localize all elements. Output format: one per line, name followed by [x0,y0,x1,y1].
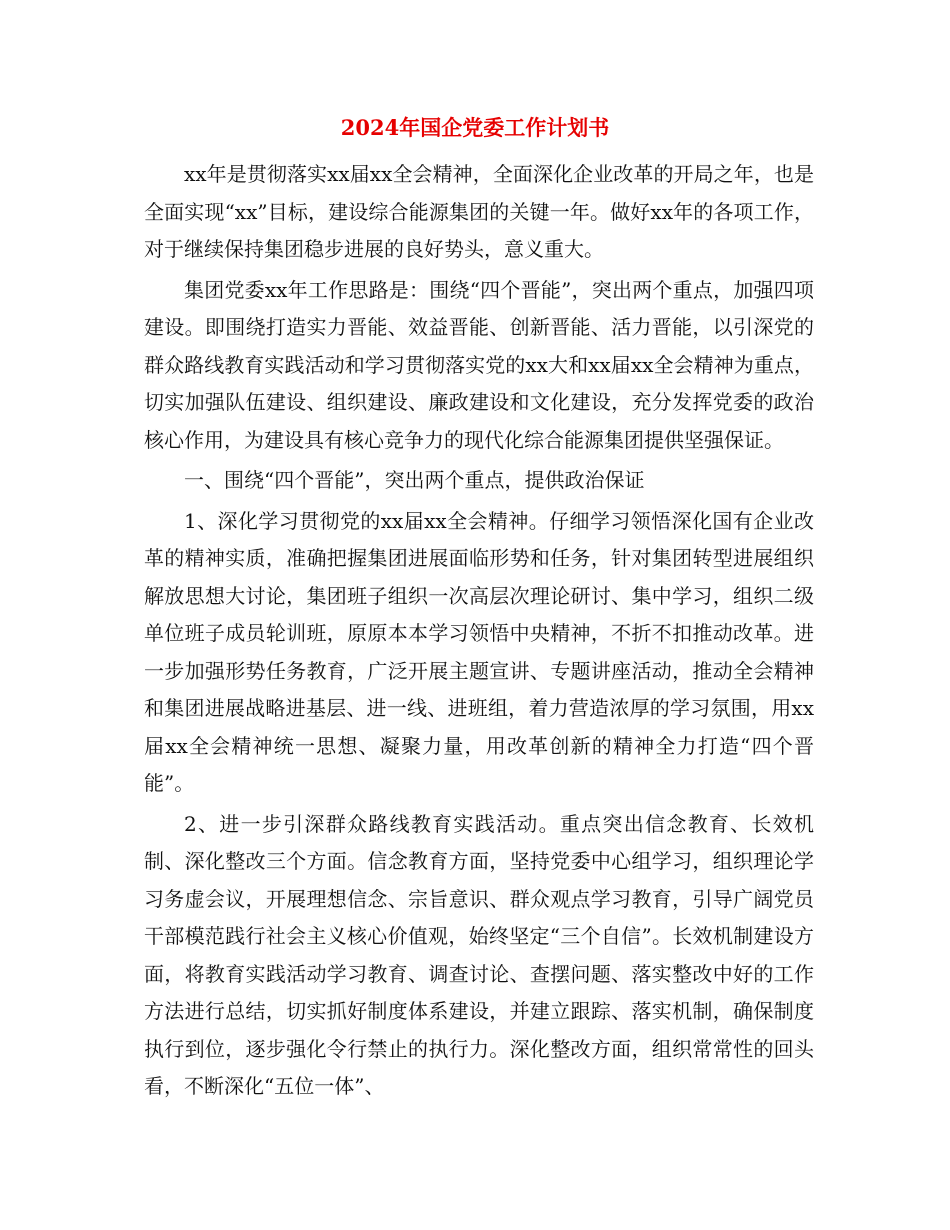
paragraph-item-2: 2、进一步引深群众路线教育实践活动。重点突出信念教育、长效机制、深化整改三个方面。信念教育方面，坚持党委中心组学习，组织理论学习务虚会议，开展理想信念、宗旨意识、群众观点学习教育，引导广阔党员干部模范践行社会主义核心价值观，始终坚定“三个自信”。长效机制建设方面，将教育实践活动学习教育、调查讨论、查摆问题、落实整改中好的工作方法进行总结，切实抓好制度体系建设，并建立跟踪、落实机制，确保制度执行到位，逐步强化令行禁止的执行力。深化整改方面，组织常常性的回头看，不断深化“五位一体”、 [144,811,814,1098]
document-title: 2024年国企党委工作计划书 [340,115,610,140]
paragraph-item-1: 1、深化学习贯彻党的xx届xx全会精神。仔细学习领悟深化国有企业改革的精神实质，准确把握集团进展面临形势和任务，针对集团转型进展组织解放思想大讨论，集团班子组织一次高层次理论研讨、集中学习，组织二级单位班子成员轮训班，原原本本学习领悟中央精神，不折不扣推动改革。进一步加强形势任务教育，广泛开展主题宣讲、专题讲座活动，推动全会精神和集团进展战略进基层、进一线、进班组，着力营造浓厚的学习氛围，用xx届xx全会精神统一思想、凝聚力量，用改革创新的精神全力打造“四个晋能”。 [144,508,814,795]
document-body [144,156,814,1109]
paragraph-intro: xx年是贯彻落实xx届xx全会精神，全面深化企业改革的开局之年，也是全面实现“xx”目标，建设综合能源集团的关键一年。做好xx年的各项工作，对于继续保持集团稳步进展的良好势头，意义重大。 [144,162,814,261]
paragraph-work-approach: 集团党委xx年工作思路是：围绕“四个晋能”，突出两个重点，加强四项建设。即围绕打造实力晋能、效益晋能、创新晋能、活力晋能，以引深党的群众路线教育实践活动和学习贯彻落实党的xx大和xx届xx全会精神为重点，切实加强队伍建设、组织建设、廉政建设和文化建设，充分发挥党委的政治核心作用，为建设具有核心竞争力的现代化综合能源集团提供坚强保证。 [144,277,814,452]
section-heading-1: 一、围绕“四个晋能”，突出两个重点，提供政治保证 [184,468,645,492]
